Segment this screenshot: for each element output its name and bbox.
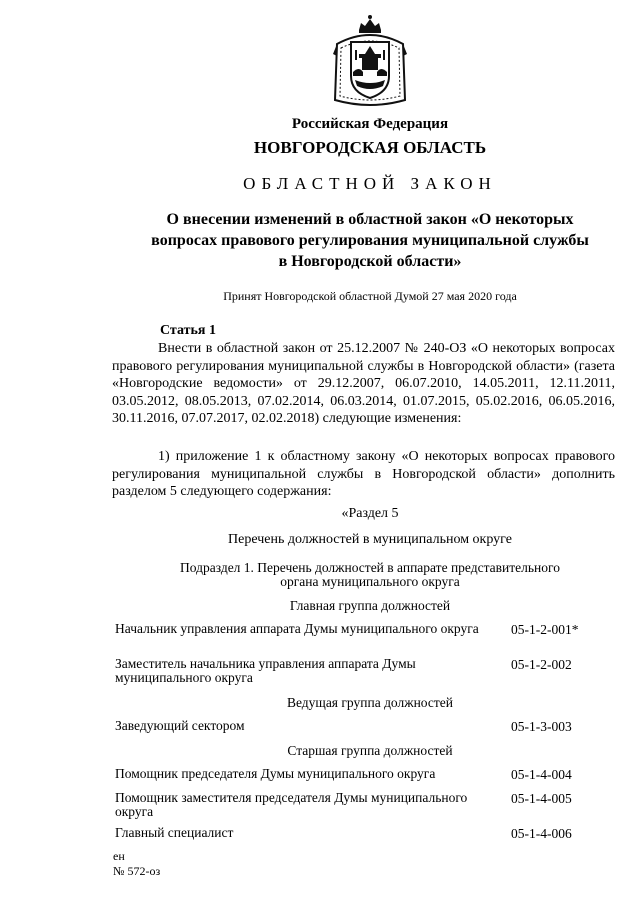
law-title-line: вопросах правового регулирования муниципальной службы	[151, 232, 589, 249]
coat-of-arms-icon	[329, 14, 411, 110]
federation-heading: Российская Федерация	[291, 116, 449, 132]
position-name: Заведующий сектором	[115, 718, 245, 733]
subsection-title-line: Подраздел 1. Перечень должностей в аппарате представительного	[180, 560, 560, 575]
position-name: Помощник заместителя председателя Думы муниципального округа	[115, 790, 468, 819]
law-title-line: О внесении изменений в областной закон «О некоторых	[166, 211, 574, 228]
position-code: 05-1-4-006	[511, 826, 572, 841]
document-number: № 572-оз	[113, 864, 161, 878]
position-group-heading: Главная группа должностей	[289, 598, 451, 613]
article-heading: Статья 1	[160, 323, 216, 338]
law-title-line: в Новгородской области»	[278, 253, 462, 270]
position-group-heading: Ведущая группа должностей	[286, 695, 453, 710]
position-code: 05-1-4-005	[511, 791, 572, 806]
position-name: Заместитель начальника управления аппарата Думы муниципального округа	[115, 656, 416, 685]
position-code: 05-1-3-003	[511, 719, 572, 734]
article-paragraph: 1) приложение 1 к областному закону «О некоторых вопросах правового регулирования муниципальной службы в Новгородской области» дополнить разделом 5 следующего содержания:	[112, 449, 615, 500]
region-heading: НОВГОРОДСКАЯ ОБЛАСТЬ	[253, 138, 487, 157]
subsection-title	[50, 561, 640, 589]
law-title	[50, 209, 640, 272]
position-code: 05-1-2-002	[511, 657, 572, 672]
position-name: Помощник председателя Думы муниципального округа	[115, 766, 436, 781]
section-number: «Раздел 5	[341, 506, 399, 521]
position-group-heading: Старшая группа должностей	[287, 743, 453, 758]
position-name: Главный специалист	[115, 825, 234, 840]
adoption-note: Принят Новгородской областной Думой 27 мая 2020 года	[223, 289, 517, 303]
position-code: 05-1-4-004	[511, 767, 572, 782]
executor-initials: ен	[113, 849, 125, 863]
law-type-heading: ОБЛАСТНОЙ ЗАКОН	[243, 174, 497, 193]
subsection-title-line: органа муниципального округа	[280, 574, 460, 589]
article-paragraph: Внести в областной закон от 25.12.2007 № 240-ОЗ «О некоторых вопросах правового регулирования муниципальной службы в Новгородской области» (газета «Новгородские ведомости» от 29.12.2007, 06.07.2010, 14.05.2011, 12.11.2011, 03.05.2012, 08.05.2013, 07.02.2014, 06.03.2014, 01.07.2015, 05.02.2016, 06.05.2016, 30.11.2016, 07.07.2017, 02.02.2018) следующие изменения:	[112, 341, 615, 427]
position-code: 05-1-2-001*	[511, 622, 579, 637]
section-title: Перечень должностей в муниципальном округе	[228, 532, 512, 547]
document-footer	[113, 849, 160, 879]
position-name: Начальник управления аппарата Думы муниципального округа	[115, 621, 479, 636]
